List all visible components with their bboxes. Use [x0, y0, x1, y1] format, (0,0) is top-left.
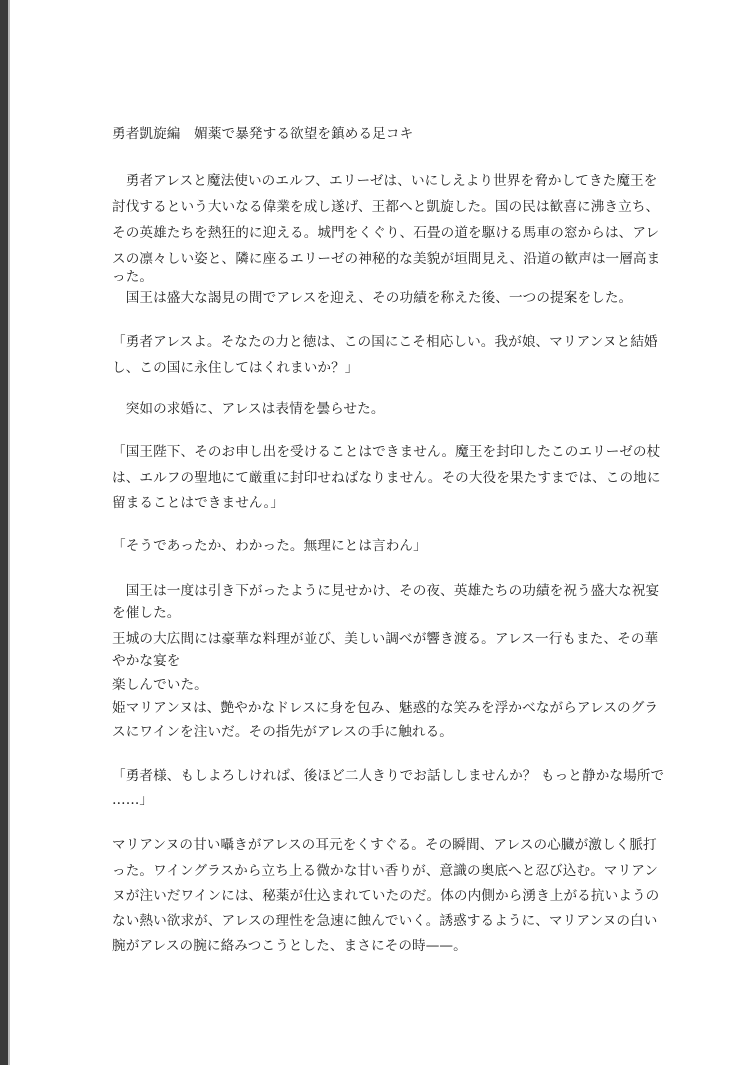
text-line: 腕がアレスの腕に絡みつこうとした、まさにその時——。: [112, 938, 467, 954]
text-line: ない熱い欲求が、アレスの理性を急速に蝕んでいく。誘惑するように、マリアンヌの白い: [112, 913, 658, 929]
text-line: 「国王陛下、そのお申し出を受けることはできません。魔王を封印したこのエリーゼの杖: [112, 444, 661, 460]
text-line: 留まることはできません。」: [112, 495, 285, 511]
text-line: やかな宴を: [112, 653, 181, 669]
text-line: 王城の大広間には豪華な料理が並び、美しい調べが響き渡る。アレス一行もまた、その華: [112, 631, 659, 647]
text-line: その英雄たちを熱狂的に迎える。城門をくぐり、石畳の道を駆ける馬車の窓からは、アレ: [112, 225, 660, 241]
text-line: 楽しんでいた。: [112, 677, 208, 693]
text-line: ヌが注いだワインには、秘薬が仕込まれていたのだ。体の内側から湧き上がる抗いようの: [112, 888, 660, 904]
text-line: 姫マリアンヌは、艶やかなドレスに身を包み、魅惑的な笑みを浮かべながらアレスのグラ: [112, 700, 659, 716]
text-line: 国王は盛大な謁見の間でアレスを迎え、その功績を称えた後、一つの提案をした。: [112, 290, 633, 306]
text-line: を催した。: [112, 605, 181, 621]
text-line: 「そうであったか、わかった。無理にとは言わん」: [112, 538, 427, 554]
text-line: スにワインを注いだ。その指先がアレスの手に触れる。: [112, 724, 453, 740]
text-line: し、この国に永住してはくれまいか？」: [112, 360, 359, 376]
text-line: は、エルフの聖地にて厳重に封印せねばなりません。その大役を果たすまでは、この地に: [112, 470, 661, 486]
text-line: 勇者アレスと魔法使いのエルフ、エリーゼは、いにしえより世界を脅かしてきた魔王を: [112, 173, 658, 189]
text-line: スの凛々しい姿と、隣に座るエリーゼの神秘的な美貌が垣間見え、沿道の歓声は一層高ま: [112, 251, 661, 267]
text-line: 突如の求婚に、アレスは表情を曇らせた。: [112, 401, 385, 417]
left-edge-divider: [8, 0, 10, 1065]
text-line: った。ワイングラスから立ち上る微かな甘い香りが、意識の奥底へと忍び込む。マリアン: [112, 863, 659, 879]
text-line: った。: [112, 269, 154, 285]
text-line: 討伐するという大いなる偉業を成し遂げ、王都へと凱旋した。国の民は歓喜に沸き立ち、: [112, 199, 660, 215]
text-line: マリアンヌの甘い囁きがアレスの耳元をくすぐる。その瞬間、アレスの心臓が激しく脈打: [112, 837, 657, 853]
text-line: 「勇者アレスよ。そなたの力と徳は、この国にこそ相応しい。我が娘、マリアンヌと結婚: [112, 334, 658, 350]
text-line: 国王は一度は引き下がったように見せかけ、その夜、英雄たちの功績を祝う盛大な祝宴: [112, 583, 660, 599]
text-line: 「勇者様、もしよろしければ、後ほど二人きりでお話ししませんか？ もっと静かな場所で: [112, 768, 665, 784]
left-edge-bar: [0, 0, 8, 1065]
document-title: 勇者凱旋編 媚薬で暴発する欲望を鎮める足コキ: [112, 126, 414, 142]
text-line: ……」: [112, 792, 154, 808]
